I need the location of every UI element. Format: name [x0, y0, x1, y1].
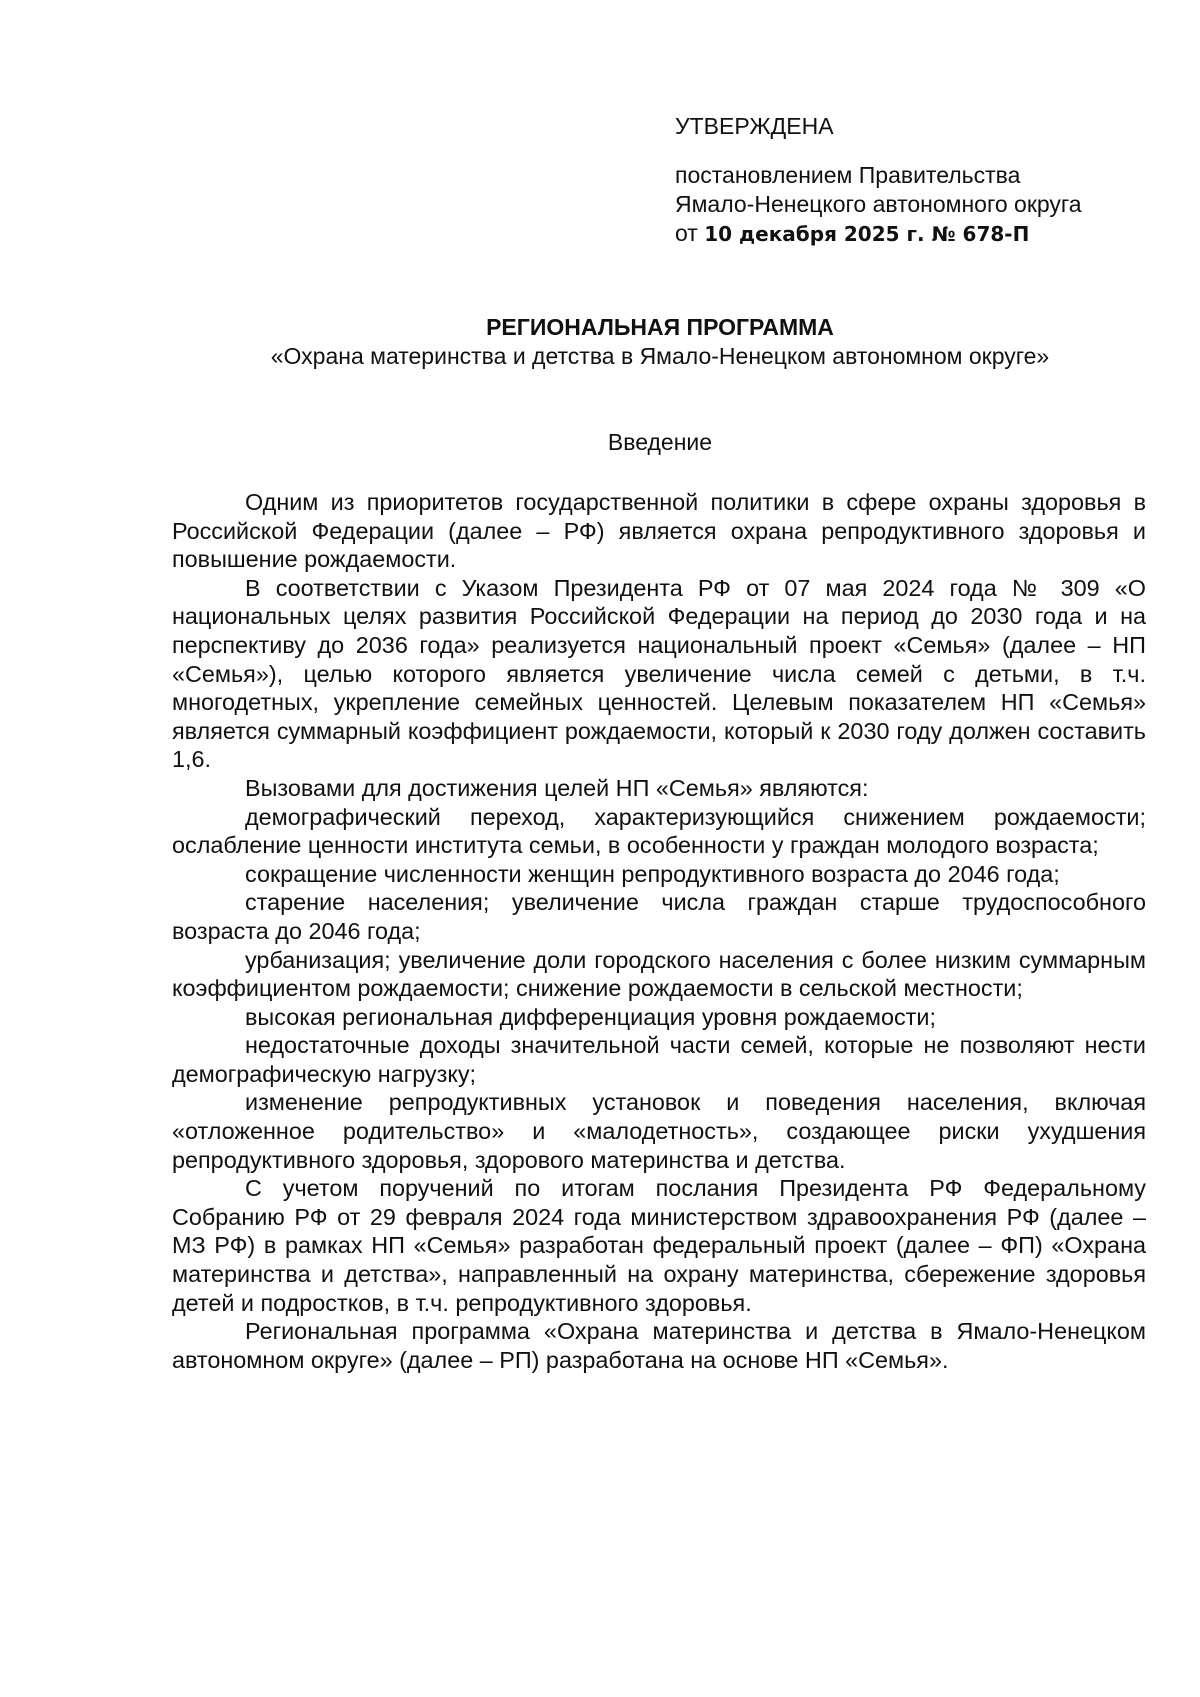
paragraph: В соответствии с Указом Президента РФ от 07 мая 2024 года № 309 «О национальных целях развития Российской Федерации на период до 2030 года и на перспективу до 2036 года» реализуется национальный проект «Семья» (далее – НП «Семья»), целью которого является увеличение числа семей с детьми, в т.ч. многодетных, укрепление семейных ценностей. Целевым показателем НП «Семья» является суммарный коэффициент рождаемости, который к 2030 году должен составить 1,6.	[172, 574, 1146, 773]
paragraph: изменение репродуктивных установок и поведения населения, включая «отложенное родительство» и «малодетность», создающее риски ухудшения репродуктивного здоровья, здорового материнства и детства.	[172, 1089, 1146, 1173]
approval-date-line	[675, 219, 1145, 249]
section-heading: Введение	[607, 429, 713, 455]
paragraph: С учетом поручений по итогам послания Президента РФ Федеральному Собранию РФ от 29 февраля 2024 года министерством здравоохранения РФ (далее – МЗ РФ) в рамках НП «Семья» разработан федеральный проект (далее – ФП) «Охрана материнства и детства», направленный на охрану материнства, сбережение здоровья детей и подростков, в т.ч. репродуктивного здоровья.	[172, 1175, 1146, 1316]
paragraph: высокая региональная дифференциация уровня рождаемости;	[245, 1003, 936, 1030]
paragraph: сокращение численности женщин репродуктивного возраста до 2046 года;	[245, 860, 1060, 887]
approval-date-prefix: от	[675, 220, 705, 246]
body-text	[172, 488, 1146, 1374]
approval-date-number: 10 декабря 2025 г. № 678-П	[704, 222, 1030, 246]
approval-line-2: Ямало-Ненецкого автономного округа	[675, 191, 1082, 217]
paragraph: Одним из приоритетов государственной политики в сфере охраны здоровья в Российской Федерации (далее – РФ) является охрана репродуктивного здоровья и повышение рождаемости.	[172, 489, 1146, 573]
paragraph: недостаточные доходы значительной части семей, которые не позволяют нести демографическую нагрузку;	[172, 1032, 1146, 1087]
paragraph: Региональная программа «Охрана материнства и детства в Ямало-Ненецком автономном округе» (далее – РП) разработана на основе НП «Семья».	[172, 1318, 1146, 1373]
document-subtitle: «Охрана материнства и детства в Ямало-Ненецком автономном округе»	[270, 343, 1050, 369]
title-block	[160, 313, 1160, 371]
document-title: РЕГИОНАЛЬНАЯ ПРОГРАММА	[486, 314, 834, 340]
paragraph: Вызовами для достижения целей НП «Семья» являются:	[245, 774, 869, 801]
paragraph: урбанизация; увеличение доли городского населения с более низким суммарным коэффициентом рождаемости; снижение рождаемости в сельской местности;	[172, 946, 1146, 1002]
approval-line-1: постановлением Правительства	[675, 162, 1021, 188]
paragraph: старение населения; увеличение числа граждан старше трудоспособного возраста до 2046 года;	[172, 889, 1146, 944]
approval-stamp: УТВЕРЖДЕНА	[675, 113, 834, 139]
paragraph: демографический переход, характеризующийся снижением рождаемости; ослабление ценности института семьи, в особенности у граждан молодого возраста;	[172, 803, 1146, 859]
approval-block	[675, 112, 1145, 249]
